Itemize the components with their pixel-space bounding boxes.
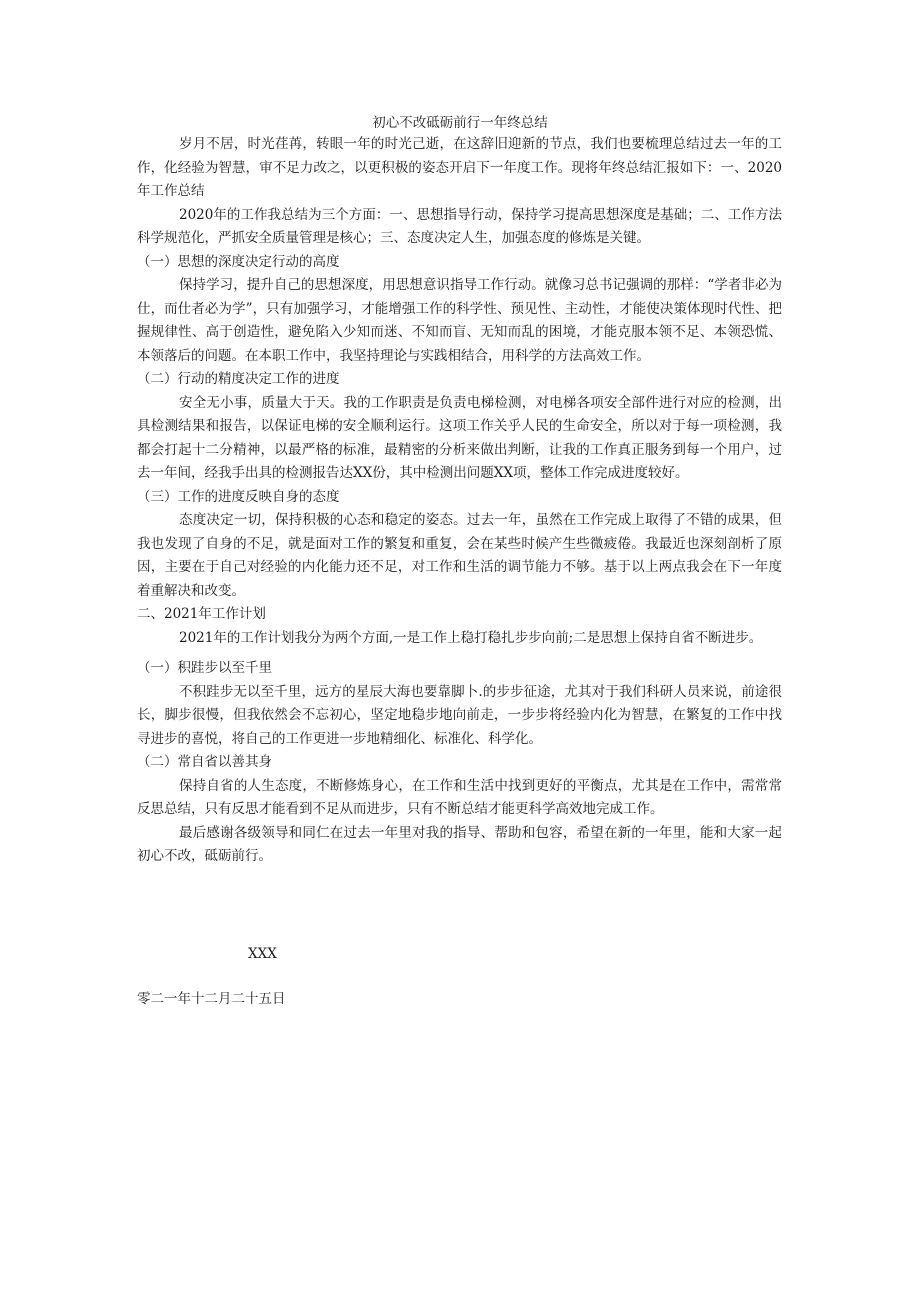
paragraph-intro: 岁月不居，时光荏苒，转眼一年的时光己逝，在这辞旧迎新的节点，我们也要梳理总结过去一年的工作，化经验为智慧，审不足力改之，以更积极的姿态开启下一年度工作。现将年终总结汇报如下：一、2020年工作总结 bbox=[137, 136, 782, 199]
section-heading-plan-2: （二）常自省以善其身 bbox=[137, 754, 272, 770]
paragraph-attitude: 态度决定一切，保持积极的心态和稳定的姿态。过去一年，虽然在工作完成上取得了不错的成果，但我也发现了自身的不足，就是面对工作的繁复和重复，会在某些时候产生些微疲倦。我最近也深刻剖析了原因，主要在于自己对经验的内化能力还不足，对工作和生活的调节能力不够。基于以上两点我会在下一年度着重解决和改变。 bbox=[137, 512, 782, 599]
paragraph-thanks: 最后感谢各级领导和同仁在过去一年里对我的指导、帮助和包容，希望在新的一年里，能和大家一起初心不改，砥砺前行。 bbox=[137, 824, 782, 864]
paragraph-plan-2: 保持自省的人生态度，不断修炼身心，在工作和生活中找到更好的平衡点，尤其是在工作中，需常常反思总结，只有反思才能看到不足从而进步，只有不断总结才能更科学高效地完成工作。 bbox=[137, 777, 782, 817]
section-heading-3: （三）工作的进度反映自身的态度 bbox=[137, 488, 340, 505]
paragraph-safety: 安全无小事，质量大于天。我的工作职责是负责电梯检测，对电梯各项安全部件进行对应的检测，出具检测结果和报告，以保证电梯的安全顺利运行。这项工作关乎人民的生命安全，所以对于每一项检测，我都会打起十二分精神，以最严格的标准，最精密的分析来做出判断，让我的工作真正服务到每一个用户，过去一年间，经我手出具的检测报告达XX份，其中检测出问题XX项，整体工作完成进度较好。 bbox=[137, 394, 782, 481]
paragraph-plan: 2021年的工作计划我分为两个方面,一是工作上稳打稳扎步步向前;二是思想上保持自省不断进步。 bbox=[179, 629, 763, 646]
document-title: 初心不改砥砺前行一年终总结 bbox=[372, 115, 548, 131]
section-heading-2: （二）行动的精度决定工作的进度 bbox=[137, 371, 340, 387]
paragraph-summary: 2020年的工作我总结为三个方面：一、思想指导行动，保持学习提高思想深度是基础；二、工作方法科学规范化，严抓安全质量管理是核心；三、态度决定人生，加强态度的修炼是关键。 bbox=[137, 206, 782, 246]
signature-date: 零二一年十二月二十五日 bbox=[137, 991, 286, 1007]
section-heading-1: （一）思想的深度决定行动的高度 bbox=[137, 253, 340, 270]
paragraph-plan-1: 不积跬步无以至千里，远方的星辰大海也要靠脚卜.的步步征途，尤其对于我们科研人员来说，前途很长，脚步很慢，但我依然会不忘初心，坚定地稳步地向前走，一步步将经验内化为智慧，在繁复的工作中找寻进步的喜悦，将自己的工作更进一步地精细化、标准化、科学化。 bbox=[137, 683, 782, 747]
signature-name: XXX bbox=[248, 946, 277, 962]
document-body bbox=[137, 133, 782, 869]
paragraph-study: 保持学习，提升自己的思想深度，用思想意识指导工作行动。就像习总书记强调的那样：“学者非必为仕，而仕者必为学”，只有加强学习，才能增强工作的科学性、预见性、主动性，才能使决策体现时代性、把握规律性、高于创造性，避免陷入少知而迷、不知而盲、无知而乱的困境，才能克服本领不足、本领恐慌、本领落后的问题。在本职工作中，我坚持理论与实践相结合，用科学的方法高效工作。 bbox=[137, 277, 782, 364]
section-heading-plan: 二、2021年工作计划 bbox=[137, 606, 266, 622]
section-heading-plan-1: （一）积跬步以至千里 bbox=[137, 660, 272, 676]
